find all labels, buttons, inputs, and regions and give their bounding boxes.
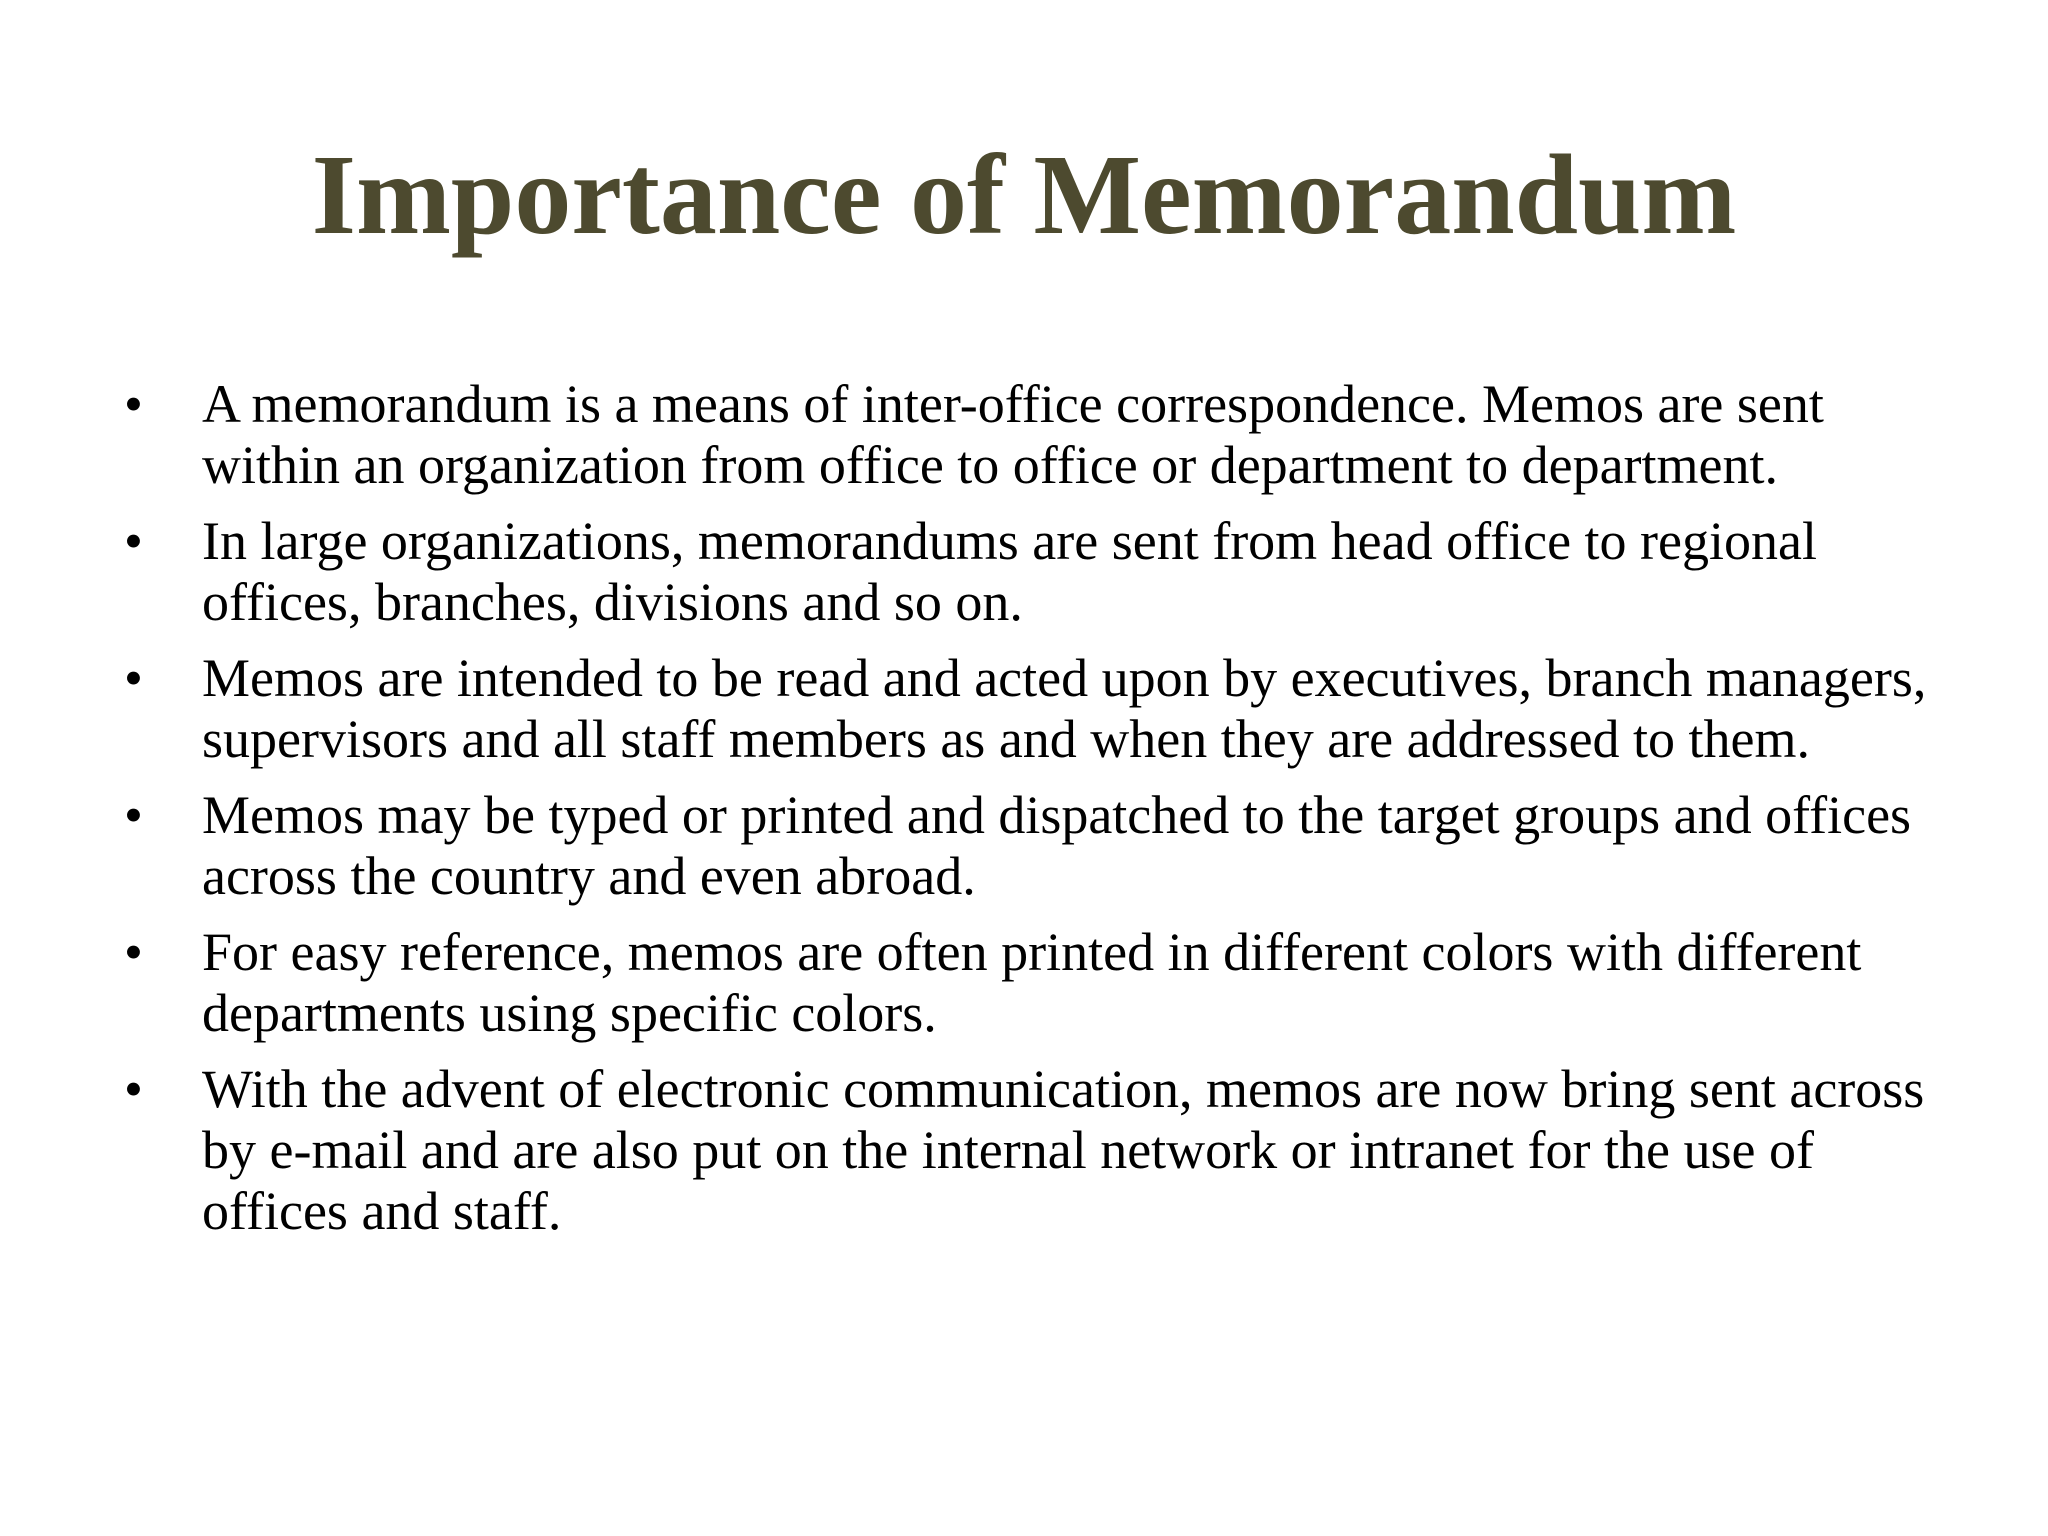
bullet-text: With the advent of electronic communication, memos are now bring sent across by e-mail and are also put on the internal network or intranet for the use of offices and staff. (202, 1059, 1925, 1241)
bullet-item (124, 922, 1954, 1044)
bullet-point-icon: • (124, 922, 143, 982)
bullet-point-icon: • (124, 511, 143, 571)
bullet-item (124, 1059, 1954, 1242)
bullet-text: Memos are intended to be read and acted upon by executives, branch managers, supervisors and all staff members as and when they are addressed to them. (202, 648, 1927, 769)
bullet-item (124, 785, 1954, 907)
bullet-point-icon: • (124, 374, 143, 434)
bullet-text: For easy reference, memos are often printed in different colors with different departments using specific colors. (202, 922, 1862, 1043)
slide-title: Importance of Memorandum (311, 131, 1737, 258)
bullet-point-icon: • (124, 785, 143, 845)
bullet-item (124, 511, 1954, 633)
bullet-item (124, 374, 1954, 496)
bullet-text: A memorandum is a means of inter-office correspondence. Memos are sent within an organization from office to office or department to department. (202, 374, 1824, 495)
bullet-item (124, 648, 1954, 770)
bullet-point-icon: • (124, 1059, 143, 1119)
bullet-list (124, 374, 1954, 1257)
bullet-text: Memos may be typed or printed and dispatched to the target groups and offices across the country and even abroad. (202, 785, 1912, 906)
bullet-text: In large organizations, memorandums are sent from head office to regional offices, branches, divisions and so on. (202, 511, 1817, 632)
bullet-point-icon: • (124, 648, 143, 708)
